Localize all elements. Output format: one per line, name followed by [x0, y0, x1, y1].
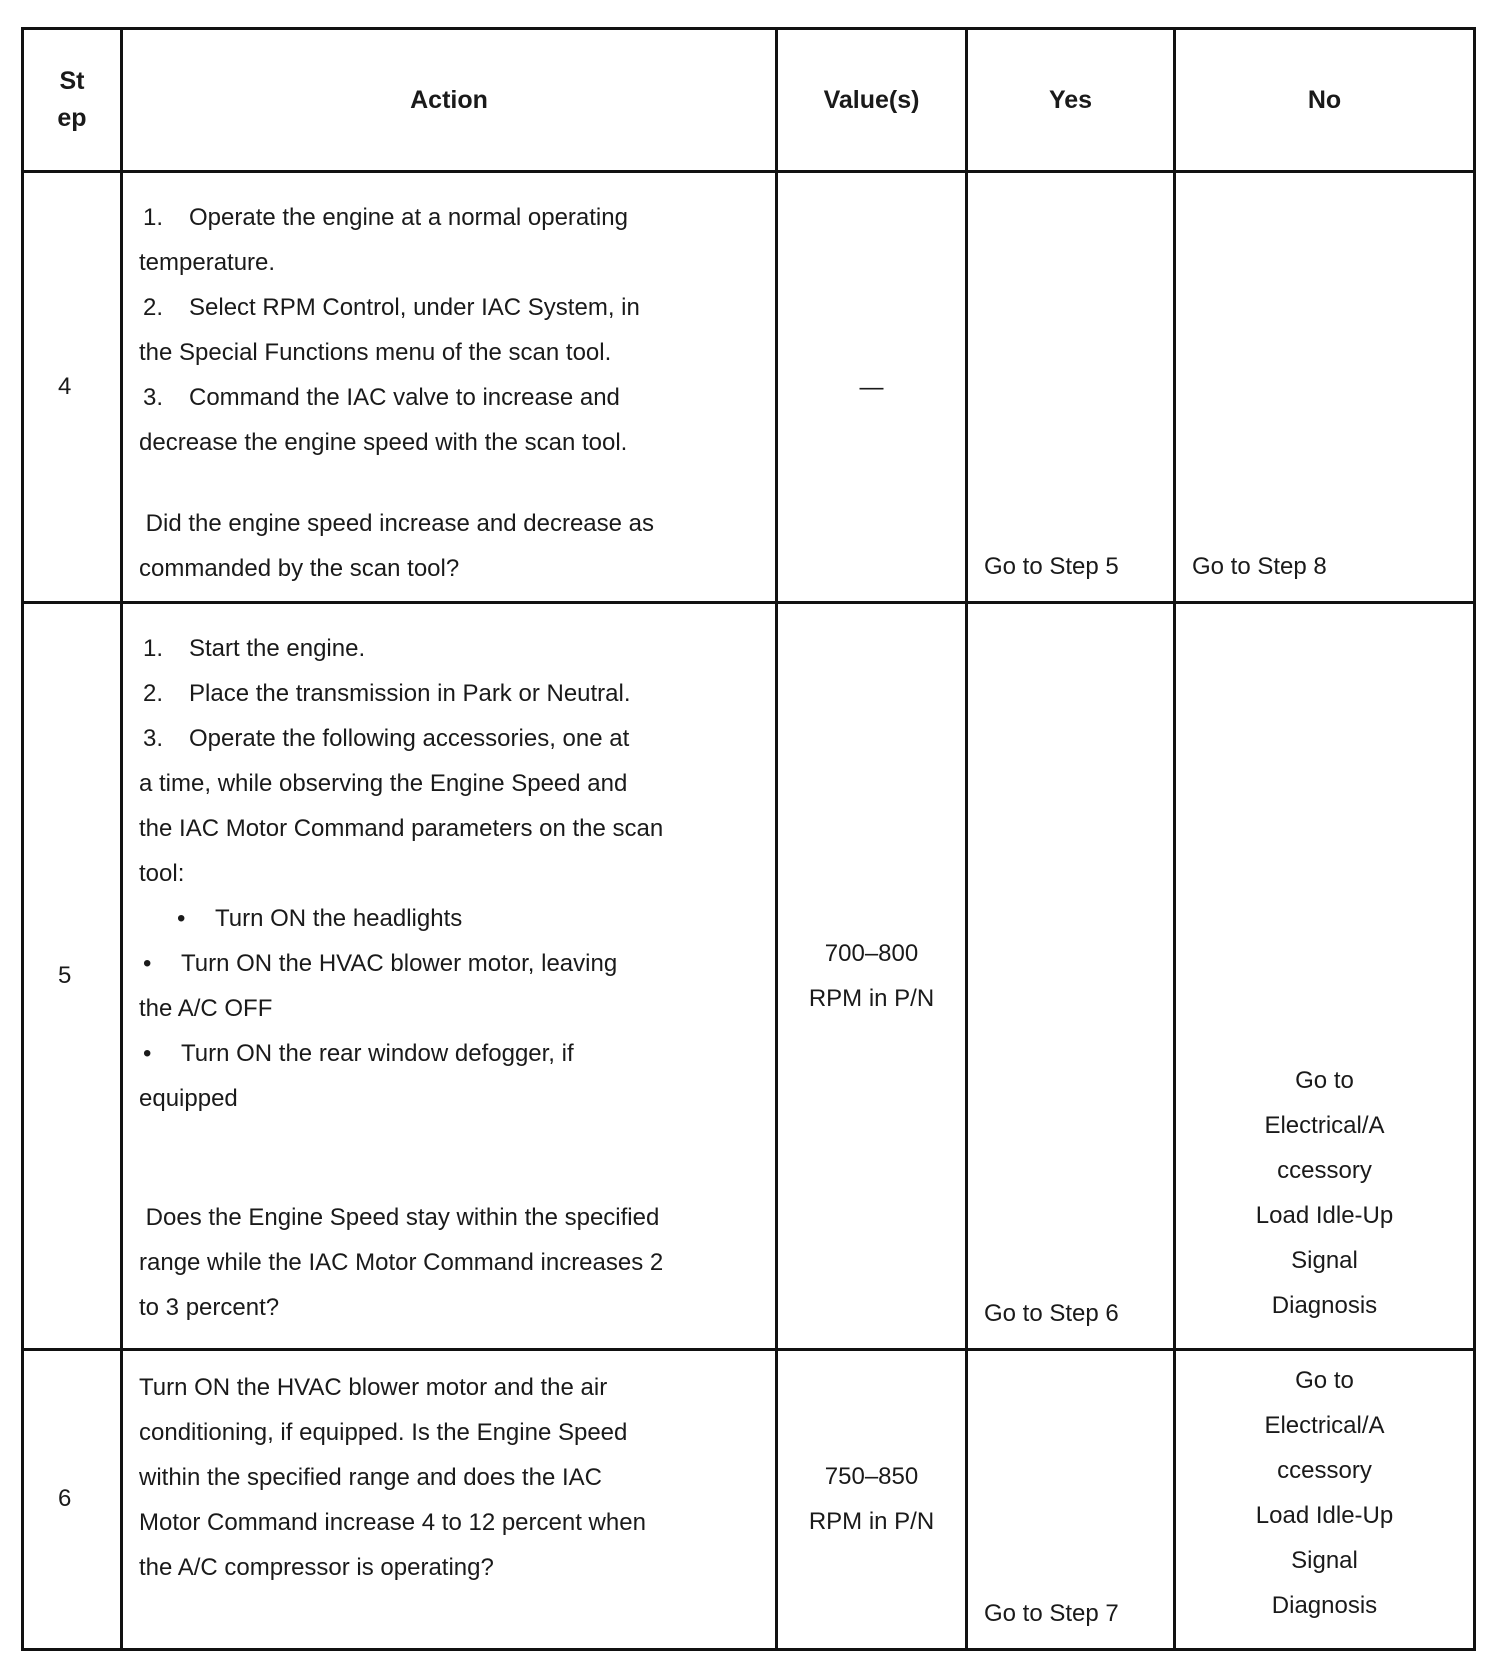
yes-cell: Go to Step 7	[967, 1349, 1175, 1649]
value-range: 700–800	[824, 940, 919, 968]
diagnostic-table	[21, 27, 1476, 1651]
no-cell	[1175, 1349, 1475, 1649]
no-line: Electrical/A	[1264, 1111, 1385, 1139]
value-unit: RPM in P/N	[808, 1508, 935, 1536]
table-row	[23, 172, 1475, 603]
step-number: 4	[23, 172, 122, 603]
action-line: 3. Operate the following accessories, one at	[143, 725, 630, 753]
action-cell	[122, 172, 777, 603]
action-line: 3. Command the IAC valve to increase and	[143, 384, 620, 412]
value-cell: —	[777, 172, 967, 603]
value-range: 750–850	[824, 1463, 919, 1491]
bullet-line: • Turn ON the rear window defogger, if	[143, 1040, 574, 1068]
no-line: Go to	[1295, 1367, 1354, 1394]
action-line: 2. Select RPM Control, under IAC System, in	[143, 294, 640, 322]
action-line: Turn ON the HVAC blower motor and the air	[139, 1373, 608, 1401]
action-line: 1. Operate the engine at a normal operating	[143, 204, 628, 232]
yes-cell: Go to Step 6	[967, 603, 1175, 1349]
action-line: a time, while observing the Engine Speed and	[139, 770, 628, 798]
no-line: Diagnosis	[1271, 1291, 1378, 1319]
action-line: 2. Place the transmission in Park or Neutral.	[143, 680, 631, 708]
bullet-line: • Turn ON the headlights	[177, 905, 463, 933]
header-step-line-2: ep	[57, 104, 87, 133]
no-line: Load Idle-Up	[1255, 1502, 1394, 1529]
action-line: the Special Functions menu of the scan tool.	[139, 339, 612, 367]
action-line: conditioning, if equipped. Is the Engine Speed	[139, 1418, 628, 1446]
value-cell	[777, 603, 967, 1349]
action-line: the A/C OFF	[139, 995, 273, 1023]
step-number: 5	[23, 603, 122, 1349]
action-cell	[122, 1349, 777, 1649]
no-cell: Go to Step 8	[1175, 172, 1475, 603]
question-line: Does the Engine Speed stay within the specified	[139, 1204, 660, 1232]
action-line: temperature.	[139, 249, 276, 277]
no-line: ccessory	[1277, 1156, 1372, 1184]
action-line: decrease the engine speed with the scan tool.	[139, 429, 628, 457]
action-line: Motor Command increase 4 to 12 percent when	[139, 1508, 646, 1536]
question-line: range while the IAC Motor Command increases 2	[139, 1249, 664, 1277]
action-cell	[122, 603, 777, 1349]
no-line: Electrical/A	[1264, 1412, 1385, 1439]
action-line: the IAC Motor Command parameters on the scan	[139, 815, 664, 843]
no-line: Signal	[1291, 1246, 1358, 1274]
no-line: Signal	[1291, 1547, 1358, 1574]
action-line: equipped	[139, 1085, 238, 1113]
header-step	[23, 29, 122, 172]
question-line: to 3 percent?	[139, 1294, 280, 1322]
table-row	[23, 1349, 1475, 1649]
yes-cell: Go to Step 5	[967, 172, 1175, 603]
question-line: Did the engine speed increase and decrease as	[139, 510, 655, 538]
action-line: the A/C compressor is operating?	[139, 1553, 494, 1581]
action-line: tool:	[139, 860, 185, 888]
header-action: Action	[122, 29, 777, 172]
no-line: ccessory	[1277, 1457, 1372, 1484]
header-no: No	[1175, 29, 1475, 172]
step-number: 6	[23, 1349, 122, 1649]
action-line: 1. Start the engine.	[143, 635, 366, 663]
bullet-line: • Turn ON the HVAC blower motor, leaving	[143, 950, 618, 978]
question-line: commanded by the scan tool?	[139, 555, 460, 583]
header-yes: Yes	[967, 29, 1175, 172]
value-unit: RPM in P/N	[808, 985, 935, 1013]
no-line: Go to	[1295, 1066, 1354, 1094]
no-line: Load Idle-Up	[1255, 1201, 1394, 1229]
table-row	[23, 603, 1475, 1349]
no-cell	[1175, 603, 1475, 1349]
header-values: Value(s)	[777, 29, 967, 172]
no-line: Diagnosis	[1271, 1592, 1378, 1619]
header-step-line-1: St	[59, 67, 85, 96]
header-row	[23, 29, 1475, 172]
action-line: within the specified range and does the IAC	[139, 1463, 602, 1491]
value-cell	[777, 1349, 967, 1649]
